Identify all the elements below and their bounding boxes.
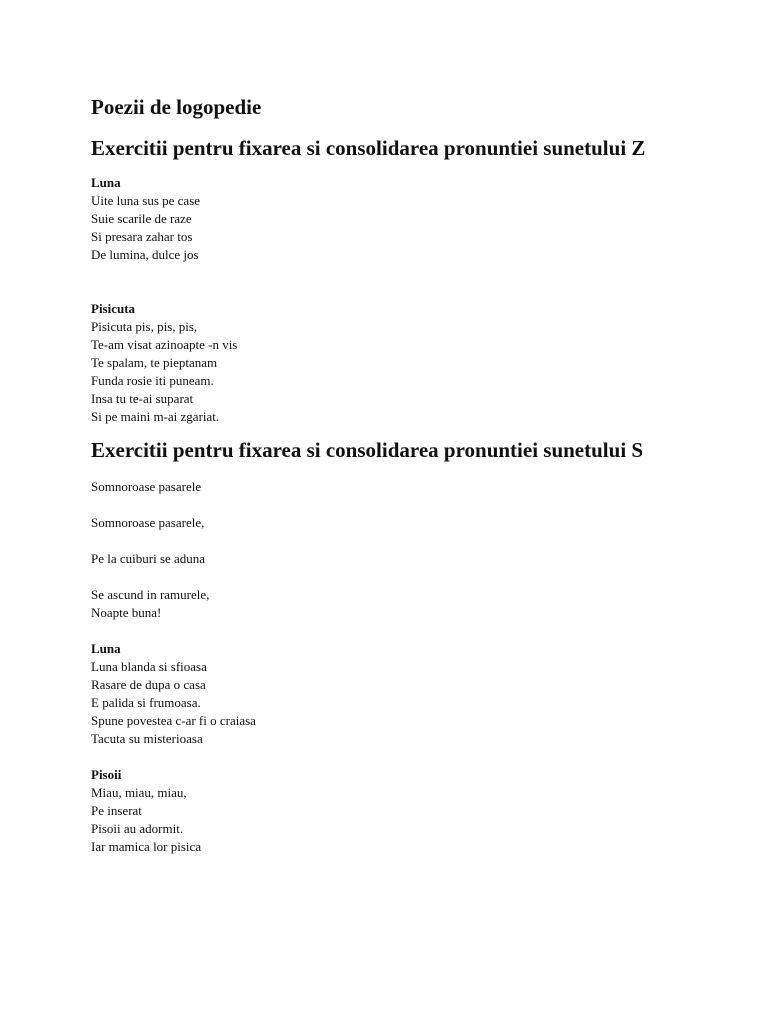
poem-title: Pisicuta <box>91 301 136 316</box>
poem-pisicuta <box>91 300 711 426</box>
poem-line: Uite luna sus pe case <box>91 193 201 208</box>
poem-line: De lumina, dulce jos <box>91 247 199 262</box>
document-page <box>91 92 711 874</box>
poem-line: Te-am visat azinoapte -n vis <box>91 337 238 352</box>
spacer <box>91 282 711 300</box>
poem-line: Si presara zahar tos <box>91 229 193 244</box>
poem-somnoroase-pasarele <box>91 478 711 622</box>
poem-line: Somnoroase pasarele, <box>91 515 205 530</box>
poem-luna-z <box>91 174 711 264</box>
poem-line: Pe la cuiburi se aduna <box>91 551 206 566</box>
section-heading-z: Exercitii pentru fixarea si consolidarea pronuntiei sunetului Z <box>91 136 646 160</box>
spacer <box>91 532 711 550</box>
section-heading-s: Exercitii pentru fixarea si consolidarea pronuntiei sunetului S <box>91 438 644 462</box>
poem-line: Pe inserat <box>91 803 142 818</box>
poem-line: Luna blanda si sfioasa <box>91 659 207 674</box>
poem-line: Suie scarile de raze <box>91 211 192 226</box>
poem-pisoii <box>91 766 711 856</box>
poem-line: Spune povestea c-ar fi o craiasa <box>91 713 256 728</box>
spacer <box>91 568 711 586</box>
poem-line: Tacuta su misterioasa <box>91 731 203 746</box>
document-title: Poezii de logopedie <box>91 95 262 119</box>
poem-title: Luna <box>91 175 121 190</box>
poem-line: Funda rosie iti puneam. <box>91 373 214 388</box>
poem-line: Si pe maini m-ai zgariat. <box>91 409 220 424</box>
poem-line: Te spalam, te pieptanam <box>91 355 218 370</box>
poem-line: Noapte buna! <box>91 605 162 620</box>
poem-title: Luna <box>91 641 121 656</box>
poem-line: Miau, miau, miau, <box>91 785 187 800</box>
poem-line: E palida si frumoasa. <box>91 695 201 710</box>
poem-line: Pisicuta pis, pis, pis, <box>91 319 198 334</box>
spacer <box>91 496 711 514</box>
poem-line: Iar mamica lor pisica <box>91 839 202 854</box>
poem-line: Pisoii au adormit. <box>91 821 184 836</box>
poem-line: Se ascund in ramurele, <box>91 587 210 602</box>
poem-line: Insa tu te-ai suparat <box>91 391 194 406</box>
poem-line: Rasare de dupa o casa <box>91 677 206 692</box>
poem-title-plain: Somnoroase pasarele <box>91 479 202 494</box>
poem-title: Pisoii <box>91 767 122 782</box>
poem-luna-s <box>91 640 711 748</box>
